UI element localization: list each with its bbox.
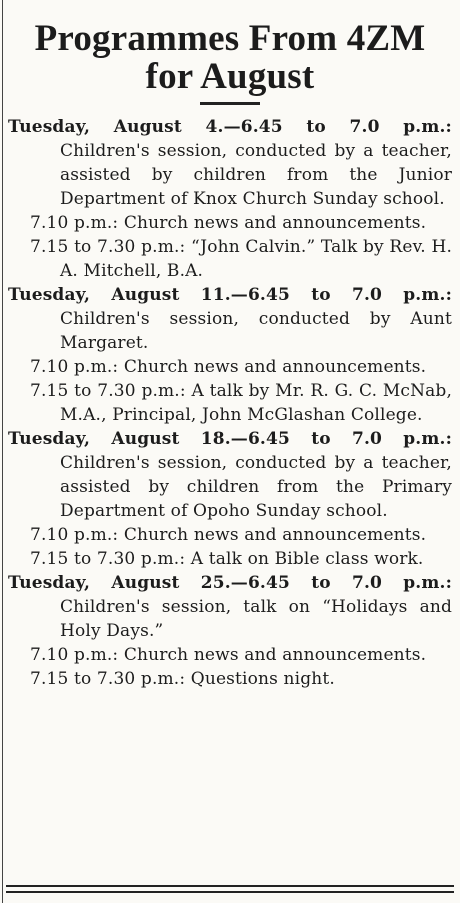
programme-list [0, 115, 460, 691]
title-underline [200, 102, 260, 105]
item-text: “John Calvin.” Talk by Rev. H. A. Mitchell, B.A. [60, 237, 453, 281]
item-time: 7.10 p.m.: [30, 213, 119, 233]
programme-entry [8, 115, 452, 211]
item-time: 7.15 to 7.30 p.m.: [30, 381, 186, 401]
item-time: 7.15 to 7.30 p.m.: [30, 549, 186, 569]
programme-item [30, 523, 452, 547]
item-time: 7.10 p.m.: [30, 525, 119, 545]
programme-first-text: Children's session, conducted by a teacher, assisted by children from the Junior Department of Knox Church Sunday school. [60, 141, 452, 209]
programme-item [30, 379, 452, 427]
item-time: 7.15 to 7.30 p.m.: [30, 237, 186, 257]
item-text: A talk on Bible class work. [190, 549, 424, 569]
programme-first-text: Children's session, conducted by a teacher, assisted by children from the Primary Department of Opoho Sunday school. [60, 453, 452, 521]
programme-first-time: —6.45 to 7.0 p.m.: [230, 573, 453, 593]
bottom-rule [6, 885, 454, 897]
programme-first-time: —6.45 to 7.0 p.m.: [223, 117, 452, 137]
item-time: 7.10 p.m.: [30, 357, 119, 377]
programme-date: Tuesday, August 25. [8, 573, 231, 593]
item-text: A talk by Mr. R. G. C. McNab, M.A., Principal, John McGlashan College. [60, 381, 452, 425]
item-time: 7.15 to 7.30 p.m.: [30, 669, 186, 689]
programme-item [30, 355, 452, 379]
title-line-2: for August [145, 56, 315, 97]
programme-entry [8, 427, 453, 523]
programme-date: Tuesday, August 4. [8, 117, 224, 137]
programme-first-time: —6.45 to 7.0 p.m.: [230, 429, 453, 449]
programme-first-text: Children's session, talk on “Holidays and Holy Days.” [60, 597, 452, 641]
programme-item [30, 211, 452, 235]
item-time: 7.10 p.m.: [30, 645, 119, 665]
item-text: Church news and announcements. [123, 525, 427, 545]
title-line-1: Programmes From 4ZM [34, 18, 426, 59]
programme-first-time: —6.45 to 7.0 p.m.: [230, 285, 453, 305]
item-text: Church news and announcements. [123, 357, 427, 377]
page-title [0, 0, 460, 96]
item-text: Questions night. [190, 669, 335, 689]
item-text: Church news and announcements. [123, 645, 427, 665]
programme-item [30, 547, 452, 571]
programme-date: Tuesday, August 11. [8, 285, 231, 305]
item-text: Church news and announcements. [123, 213, 427, 233]
rule-line [6, 891, 454, 893]
programme-item [30, 235, 453, 283]
programme-date: Tuesday, August 18. [8, 429, 231, 449]
programme-entry [8, 571, 453, 643]
programme-item [30, 667, 452, 691]
rule-line [6, 885, 454, 887]
programme-item [30, 643, 452, 667]
programme-first-text: Children's session, conducted by Aunt Margaret. [60, 309, 452, 353]
programme-entry [8, 283, 453, 355]
